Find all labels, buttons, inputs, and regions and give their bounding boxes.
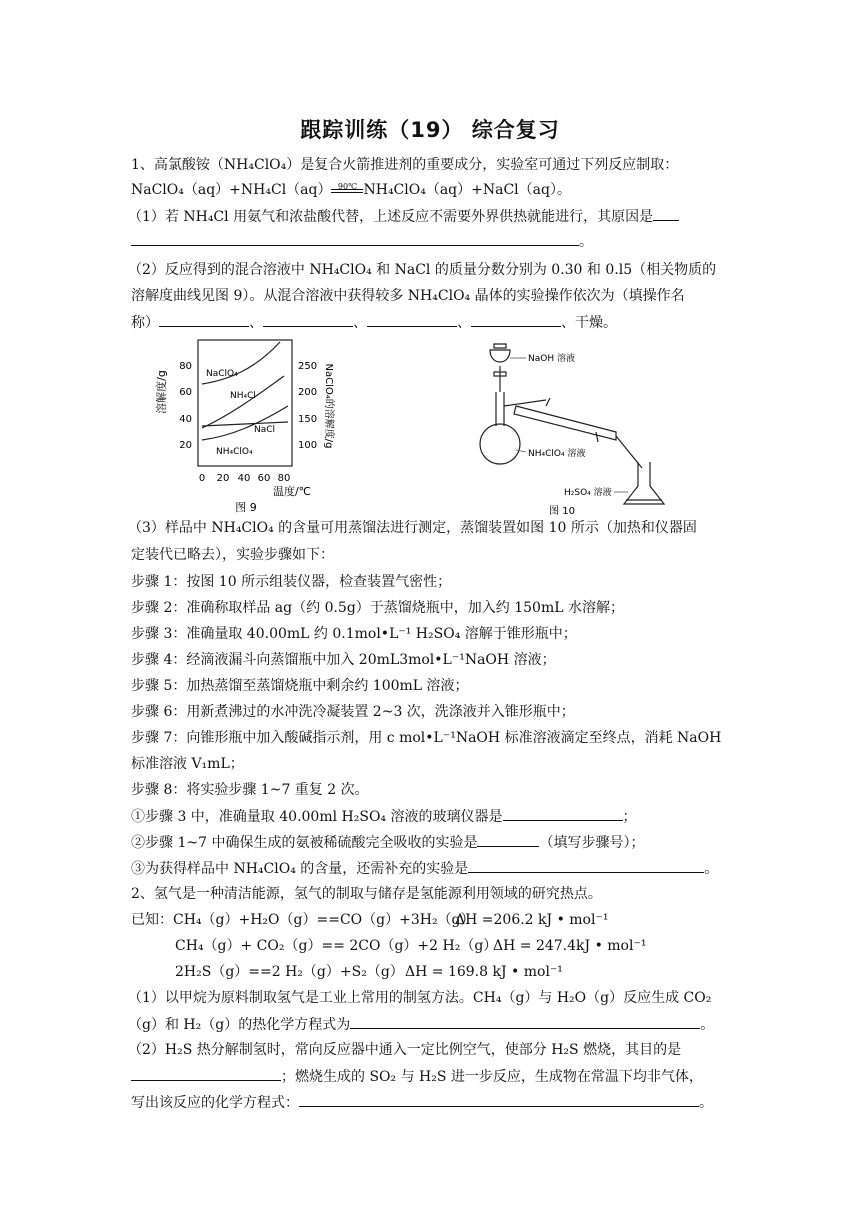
step-6: 步骤 6：用新煮沸过的水冲洗冷凝装置 2~3 次，洗涤液并入锥形瓶中； — [131, 704, 575, 720]
step-7-continued: 标准溶液 V₁mL； — [131, 756, 244, 772]
step-7: 步骤 7：向锥形瓶中加入酸碱指示剂，用 c mol•L⁻¹NaOH 标准溶液滴定至终点，消耗 NaOH — [131, 730, 722, 746]
right-tick: 250 — [298, 361, 318, 372]
q2-dh2: ΔH = 247.4kJ • mol⁻¹ — [493, 938, 647, 954]
left-tick: 20 — [179, 440, 192, 451]
step-3: 步骤 3：准确量取 40.00mL 约 0.1mol•L⁻¹ H₂SO₄ 溶解于锥形瓶中； — [131, 626, 577, 642]
q1-sub1: ①步骤 3 中，准确量取 40.00ml H₂SO₄ 溶液的玻璃仪器是 ； — [131, 806, 637, 827]
x-tick: 20 — [216, 473, 230, 484]
distillation-flask — [480, 424, 520, 464]
step-2: 步骤 2：准确称取样品 ag（约 0.5g）于蒸馏烧瓶中，加入约 150mL 水溶解； — [131, 600, 624, 616]
figure-10-caption: 图 10 — [549, 506, 575, 517]
step-5: 步骤 5：加热蒸馏至蒸馏烧瓶中剩余约 100mL 溶液； — [131, 678, 469, 694]
figure-9-solubility-chart — [155, 336, 338, 518]
q2-part2-line1: （2）H₂S 热分解制氢时，常向反应器中通入一定比例空气，使部分 H₂S 燃烧，其目的是 — [128, 1042, 682, 1058]
answer-blank[interactable] — [468, 858, 704, 873]
condenser — [514, 406, 616, 440]
q1-part2-line1: （2）反应得到的混合溶液中 NH₄ClO₄ 和 NaCl 的质量分数分别为 0.30 和 0.l5（相关物质的 — [128, 262, 717, 278]
answer-blank[interactable] — [477, 832, 539, 847]
left-tick: 60 — [179, 387, 192, 398]
nacl-curve — [202, 422, 288, 426]
side-arm — [504, 400, 546, 406]
left-axis-label: 溶解度/g — [155, 370, 168, 414]
label-h2so4-solution: H₂SO₄ 溶液 — [564, 488, 612, 498]
step-8: 步骤 8：将实验步骤 1~7 重复 2 次。 — [131, 782, 369, 798]
curve-label-nacl: NaCl — [254, 425, 276, 435]
equation-2: CH₄（g）+ CO₂（g）== 2CO（g）+2 H₂（g） — [175, 938, 498, 954]
q2-dh1: ΔH =206.2 kJ • mol⁻¹ — [455, 912, 609, 928]
reaction-condition: 90℃ — [337, 182, 358, 191]
q2-intro: 2、氢气是一种清洁能源，氢气的制取与储存是氢能源利用领域的研究热点。 — [131, 886, 602, 902]
right-tick: 200 — [298, 387, 318, 398]
q1-part1-line2: 。 — [131, 231, 593, 252]
q1-part2-line2: 溶解度曲线见图 9）。从混合溶液中获得较多 NH₄ClO₄ 晶体的实验操作依次为（填操作名 — [131, 288, 685, 304]
x-tick: 0 — [198, 473, 206, 484]
figure-9-caption: 图 9 — [235, 501, 257, 514]
answer-blank[interactable] — [131, 231, 579, 246]
reaction-left: NaClO₄（aq）+NH₄Cl（aq） — [131, 182, 332, 198]
x-tick: 80 — [277, 473, 291, 484]
curve-label-naclo4: NaClO₄ — [206, 369, 238, 379]
right-tick: 150 — [298, 414, 318, 425]
q2-part1-line2: （g）和 H₂（g）的热化学方程式为 。 — [128, 1014, 714, 1035]
q1-part3-line2: 定装代已略去），实验步骤如下： — [131, 547, 334, 563]
right-tick-labels — [298, 361, 317, 451]
q1-reaction — [131, 180, 571, 200]
left-tick-labels — [179, 361, 192, 451]
label-naoh-solution: NaOH 溶液 — [528, 354, 575, 364]
answer-blank[interactable] — [159, 312, 249, 327]
nh4cl-curve — [202, 376, 284, 428]
q2-part1-line1: （1）以甲烷为原料制取氢气是工业上常用的制氢方法。CH₄（g）与 H₂O（g）反应生成 CO₂ — [128, 990, 712, 1006]
dropping-funnel — [490, 350, 510, 362]
step-1: 步骤 1：按图 10 所示组装仪器，检查装置气密性； — [131, 574, 452, 590]
label-nh4clo4-solution: NH₄ClO₄ 溶液 — [528, 449, 586, 459]
left-tick: 40 — [179, 414, 192, 425]
reaction-right: NH₄ClO₄（aq）+NaCl（aq）。 — [363, 182, 571, 198]
funnel-stopper — [494, 344, 506, 348]
right-axis-label: NaClO₄的溶解度/g — [323, 363, 334, 449]
q1-part1-line1: （1）若 NH₄Cl 用氨气和浓盐酸代替，上述反应不需要外界供热就能进行，其原因是 — [128, 206, 679, 227]
known-prefix: 已知： — [131, 912, 173, 928]
left-tick: 80 — [179, 361, 192, 372]
answer-blank[interactable] — [367, 312, 457, 327]
conical-flask — [624, 462, 664, 504]
reaction-arrow — [331, 183, 363, 197]
curve-label-nh4clo4: NH₄ClO₄ — [216, 447, 253, 457]
q2-part2-line2: ；燃烧生成的 SO₂ 与 H₂S 进一步反应，生成物在常温下均非气体， — [131, 1066, 703, 1087]
x-axis-label: 温度/℃ — [272, 485, 312, 498]
equation-3: 2H₂S（g）==2 H₂（g）+S₂（g） — [175, 964, 404, 980]
curve-label-nh4cl: NH₄Cl — [230, 391, 256, 401]
q1-sub3: ③为获得样品中 NH₄ClO₄ 的含量，还需补充的实验是 。 — [131, 858, 718, 879]
q1-part2-line3: 称） 、 、 、 、干燥。 — [131, 312, 617, 333]
q1-part3-line1: （3）样品中 NH₄ClO₄ 的含量可用蒸馏法进行测定，蒸馏装置如图 10 所示（加热和仪器固 — [128, 520, 697, 536]
answer-blank[interactable] — [653, 206, 679, 221]
answer-blank[interactable] — [471, 312, 561, 327]
answer-blank[interactable] — [299, 1092, 699, 1107]
page-title: 跟踪训练（19） 综合复习 — [300, 118, 560, 142]
q1-intro: 1、高氯酸铵（NH₄ClO₄）是复合火箭推进剂的重要成分，实验室可通过下列反应制取： — [131, 157, 679, 173]
x-tick: 40 — [237, 473, 251, 484]
x-tick-labels — [199, 473, 291, 484]
q1-sub2: ②步骤 1~7 中确保生成的氨被稀硫酸完全吸收的实验是 （填写步骤号）； — [131, 832, 644, 853]
x-tick: 60 — [257, 473, 271, 484]
q2-eq1-row — [131, 910, 475, 930]
answer-blank[interactable] — [503, 806, 623, 821]
q2-part2-line3: 写出该反应的化学方程式： 。 — [131, 1092, 713, 1113]
right-tick: 100 — [298, 440, 318, 451]
q2-dh3: ΔH = 169.8 kJ • mol⁻¹ — [405, 964, 563, 980]
answer-blank[interactable] — [263, 312, 353, 327]
equation-1: CH₄（g）+H₂O（g）==CO（g）+3H₂（g） — [173, 912, 475, 928]
step-4: 步骤 4：经滴液漏斗向蒸馏瓶中加入 20mL3mol•L⁻¹NaOH 溶液； — [131, 652, 556, 668]
answer-blank[interactable] — [350, 1014, 700, 1029]
answer-blank[interactable] — [131, 1066, 281, 1081]
figure-10-distillation-apparatus — [476, 336, 676, 516]
flask-neck — [496, 392, 504, 426]
